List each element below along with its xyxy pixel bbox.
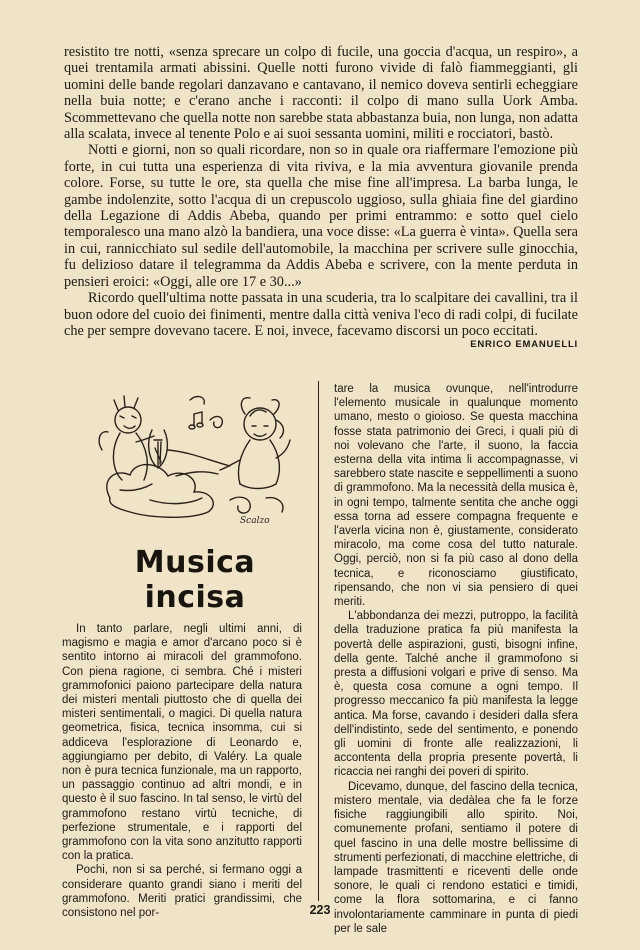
paragraph: Ricordo quell'ultima notte passata in una scuderia, tra lo scalpitare dei cavallini, tra il buon odore del cuoio dei finimenti, mentre dalla città veniva l'eco di radi colpi, di fucilate che per sempre dovevano tacere. E noi, invece, facevamo discorsi un poco eccitati. — [64, 290, 578, 339]
page-number: 223 — [309, 903, 331, 917]
previous-article-ending — [64, 44, 578, 339]
paragraph: tare la musica ovunque, nell'introdurre l'elemento musicale in qualunque momento umano, mesto o gioioso. Se questa macchina fosse stata patrimonio dei Greci, i quali più di noi volevano che l'arte, il suono, la faccia esterna della vita intima li accompagnasse, vi sarebbero state nascite e seppellimenti a suono di grammofono. Ma la necessità della musica è, in ogni tempo, talmente sentita che anche oggi essa torna ad essere compagna frequente e l'averla vicina non è, giustamente, considerato miracolo, ma come cosa del tutto naturale. Oggi, perciò, non si fa più caso al dono della tecnica, e riconosciamo giustificato, ripensando, che non vi sia pensiero di quei meriti. — [334, 383, 578, 609]
column-divider — [318, 381, 319, 901]
author-signature: ENRICO EMANUELLI — [470, 339, 578, 350]
sketch-drawing — [90, 380, 300, 530]
paragraph: Notti e giorni, non so quali ricordare, non so in quale ora riaffermare l'emozione più forte, in cui tutta una esperienza di vita riviva, e la mia avventura giovanile prenda colore. Forse, su tutte le ore, sta quella che mise fine all'impresa. La barba lunga, le gambe indolenzite, sotto l'acqua di un crepuscolo uggioso, sulla ghiaia fine del giardino della Legazione di Addis Abeba, quando per primi entrammo: e sotto quel cielo temporalesco una mano alzò la bandiera, una voce disse: «La guerra è vinta». Quella sera in cui, rannicchiato sul sedile dell'automobile, la macchina per scrivere sulle ginocchia, fu delizioso datare il telegramma da Addis Abeba e scrivere, con la mente perduta in pensieri eroici: «Oggi, alle ore 17 e 30...» — [64, 142, 578, 290]
paragraph: Pochi, non si sa perché, si fermano oggi a considerare quanto grandi siano i meriti del grammofono. Meriti pratici grandissimi, che consistono nel por- — [62, 864, 302, 920]
musicians-illustration — [90, 380, 300, 530]
paragraph: Dicevamo, dunque, del fascino della tecnica, mistero mentale, via dedàlea che fa le forze fisiche raggiungibili allo spirito. Noi, comunemente profani, sentiamo il potere di quel fascino in una delle mostre bellissime di strumenti perfezionati, di macchine elettriche, di lampade trasmittenti e riceventi delle onde sonore, le quali ci rendono estatici e timidi, come la flora sottomarina, e ci fanno involontariamente camminare in punta di piedi per le sale — [334, 780, 578, 935]
illustration-signature: Scalzo — [240, 516, 270, 526]
paragraph: resistito tre notti, «senza sprecare un colpo di fucile, una goccia d'acqua, un respiro», a quei trentamila armati abissini. Quelle notti furono vivide di falò fiammeggianti, gli uomini delle bande regolari danzavano e cantavano, il nemico doveva sentirli echeggiare nella buia notte; e c'erano anche i racconti: il colpo di mano sulla Uork Amba. Scommettevano che quella notte non sarebbe stata abbastanza buia, non lunga, non adatta alla scalata, invece al tenente Polo e ai suoi sessanta uomini, militi e rocciatori, bastò. — [64, 44, 578, 143]
article-left-column — [62, 622, 302, 920]
paragraph: L'abbondanza dei mezzi, putroppo, la facilità della traduzione pratica fa più manifesta la povertà delle aspirazioni, gusti, bisogni infine, della gente. Talché anche il grammofono si presta a diffusioni volgari e prive di senso. Ma è, questa cosa comune a ogni tempo. Il progresso meccanico fa più manifesta la legge antica. Ma forse, cavando i desideri dalla sfera dell'indistinto, sede del sentimento, e ponendo gli uomini di fronte alle realizzazioni, li accontenta della propria presente povertà, li ricaccia nei ranghi dei poveri di spirito. — [334, 610, 578, 779]
paragraph: In tanto parlare, negli ultimi anni, di magismo e magia e amor d'arcano poco si è sentito intorno ai miracoli del grammofono. Con piena ragione, ci sembra. Ché i misteri grammofonici paiono partecipare della natura dei misteri mentali piuttosto che di quella dei misteri sentimentali, o magici. Di quella natura geometrica, fisica, tecnica insomma, cui si addiceva l'esplorazione di Leonardo e, aggiungiamo per debito, di Valéry. La quale non è pura tecnica funzionale, ma un rapporto, un passaggio continuo ad altri mondi, e in questo è il suo fascino. In tal senso, le virtù del grammofono restano virtù tecniche, di perfezione strumentale, e i rapporti del grammofono con la vita sono anzitutto rapporti con la pratica. — [62, 623, 302, 863]
article-title: Musica incisa — [134, 545, 256, 615]
article-right-column — [334, 382, 578, 936]
